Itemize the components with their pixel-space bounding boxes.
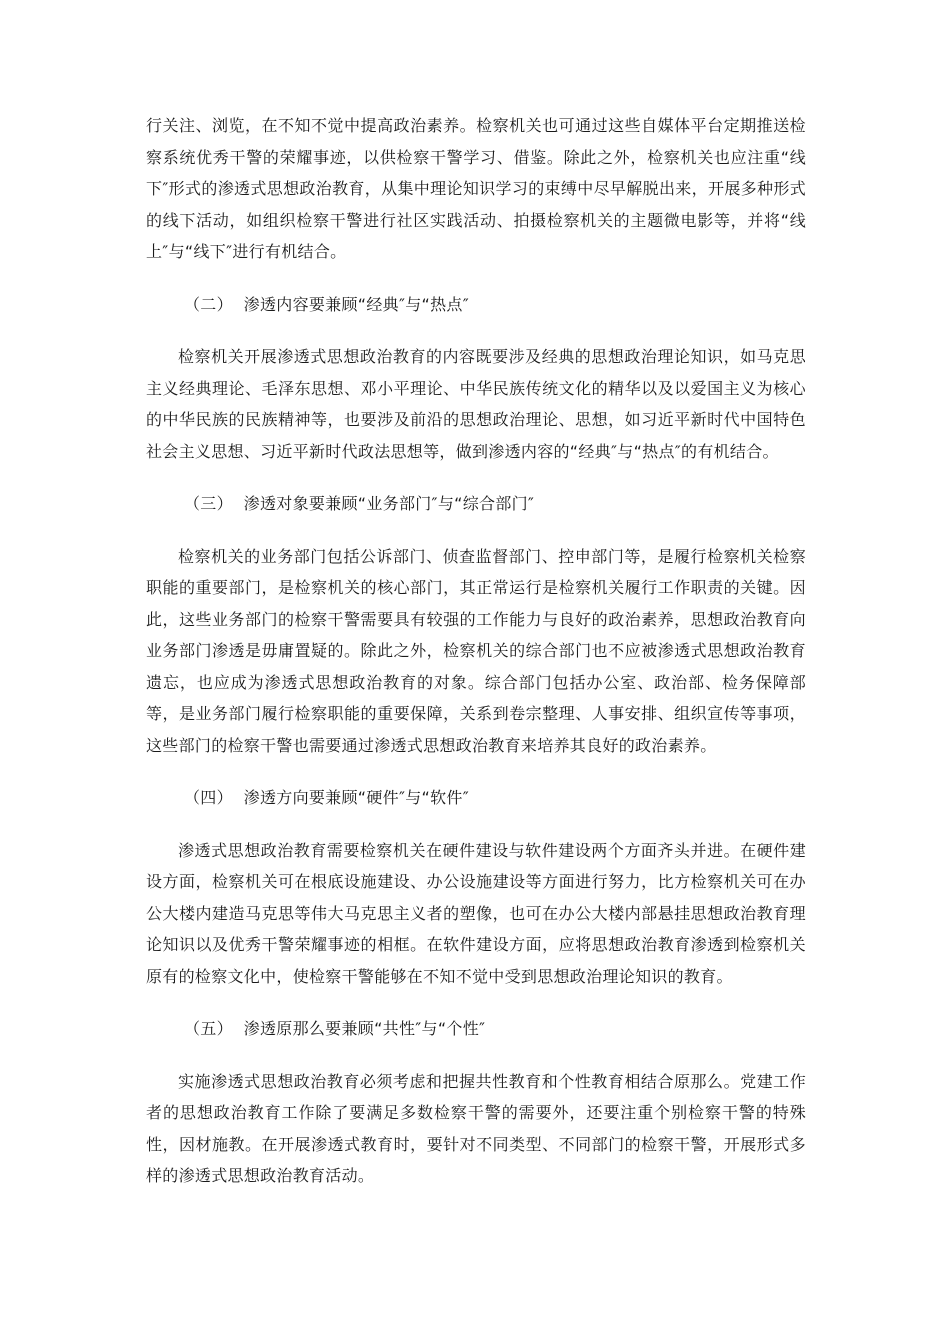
section-heading-5: （五） 渗透原那么要兼顾“共性″与“个性″ xyxy=(184,1019,486,1038)
section-heading-4: （四） 渗透方向要兼顾“硬件″与“软件″ xyxy=(184,788,470,807)
section-heading-3: （三） 渗透对象要兼顾“业务部门″与“综合部门″ xyxy=(184,494,535,513)
paragraph-content: 检察机关开展渗透式思想政治教育的内容既要涉及经典的思想政治理论知识，如马克思主义经典理论、毛泽东思想、邓小平理论、中华民族传统文化的精华以及以爱国主义为核心的中华民族的民族精神等，也要涉及前沿的思想政治理论、思想，如习近平新时代中国特色社会主义思想、习近平新时代政法思想等，做到渗透内容的“经典″与“热点″的有机结合。 xyxy=(146,347,806,461)
paragraph-departments: 检察机关的业务部门包括公诉部门、侦查监督部门、控申部门等，是履行检察机关检察职能的重要部门，是检察机关的核心部门，其正常运行是检察机关履行工作职责的关键。因此，这些业务部门的检察干警需要具有较强的工作能力与良好的政治素养，思想政治教育向业务部门渗透是毋庸置疑的。除此之外，检察机关的综合部门也不应被渗透式思想政治教育遗忘，也应成为渗透式思想政治教育的对象。综合部门包括办公室、政治部、检务保障部等，是业务部门履行检察职能的重要保障，关系到卷宗整理、人事安排、组织宣传等事项，这些部门的检察干警也需要通过渗透式思想政治教育来培养其良好的政治素养。 xyxy=(146,546,806,755)
document-body xyxy=(146,110,806,1213)
paragraph-continued: 行关注、浏览，在不知不觉中提高政治素养。检察机关也可通过这些自媒体平台定期推送检察系统优秀干警的荣耀事迹，以供检察干警学习、借鉴。除此之外，检察机关也应注重“线下″形式的渗透式思想政治教育，从集中理论知识学习的束缚中尽早解脱出来，开展多种形式的线下活动，如组织检察干警进行社区实践活动、拍摄检察机关的主题微电影等，并将“线上″与“线下″进行有机结合。 xyxy=(146,116,806,261)
paragraph-principles: 实施渗透式思想政治教育必须考虑和把握共性教育和个性教育相结合原那么。党建工作者的思想政治教育工作除了要满足多数检察干警的需要外，还要注重个别检察干警的特殊性，因材施教。在开展渗透式教育时，要针对不同类型、不同部门的检察干警，开展形式多样的渗透式思想政治教育活动。 xyxy=(146,1071,806,1185)
paragraph-hardware-software: 渗透式思想政治教育需要检察机关在硬件建设与软件建设两个方面齐头并进。在硬件建设方面，检察机关可在根底设施建设、办公设施建设等方面进行努力，比方检察机关可在办公大楼内建造马克思等伟大马克思主义者的塑像，也可在办公大楼内部悬挂思想政治教育理论知识以及优秀干警荣耀事迹的相框。在软件建设方面，应将思想政治教育渗透到检察机关原有的检察文化中，使检察干警能够在不知不觉中受到思想政治理论知识的教育。 xyxy=(146,840,806,986)
section-heading-2: （二） 渗透内容要兼顾“经典″与“热点″ xyxy=(184,294,470,314)
